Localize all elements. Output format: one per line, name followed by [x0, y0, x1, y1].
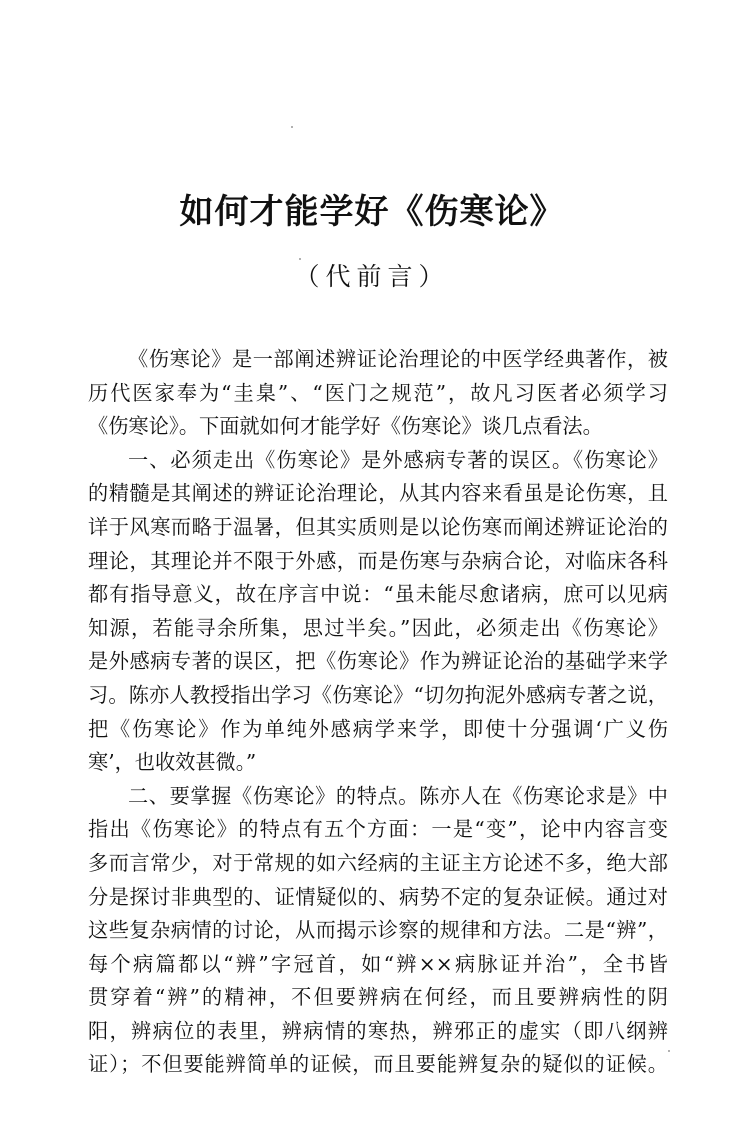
text-line: 历代医家奉为“圭臬”、“医门之规范”，故凡习医者必须学习: [88, 380, 668, 405]
scan-speck: [299, 258, 301, 260]
text-line: 这些复杂病情的讨论，从而揭示诊察的规律和方法。二是“辨”，: [88, 918, 668, 943]
text-line: 二、要掌握《伤寒论》的特点。陈亦人在《伤寒论求是》中: [128, 783, 668, 808]
text-line: 每个病篇都以“辨”字冠首，如“辨××病脉证并治”，全书皆: [88, 951, 668, 976]
text-line: 理论，其理论并不限于外感，而是伤寒与杂病合论，对临床各科: [88, 548, 668, 573]
text-line: 《伤寒论》是一部阐述辨证论治理论的中医学经典著作，被: [128, 347, 668, 371]
page-title: 如何才能学好《伤寒论》: [179, 192, 565, 232]
text-line: 指出《伤寒论》的特点有五个方面：一是“变”，论中内容言变: [88, 817, 668, 842]
scan-speck: [668, 1050, 670, 1052]
text-line: 详于风寒而略于温暑，但其实质则是以论伤寒而阐述辨证论治的: [88, 514, 668, 539]
text-line: 多而言常少，对于常规的如六经病的主证主方论述不多，绝大部: [88, 850, 668, 875]
text-line: 阳，辨病位的表里，辨病情的寒热，辨邪正的虚实（即八纲辨: [88, 1018, 668, 1043]
text-line: 分是探讨非典型的、证情疑似的、病势不定的复杂证候。通过对: [88, 884, 668, 909]
text-line: 把《伤寒论》作为单纯外感病学来学，即使十分强调‘广义伤: [88, 716, 668, 741]
text-line: 贯穿着“辨”的精神，不但要辨病在何经，而且要辨病性的阴: [88, 985, 668, 1010]
text-line: 习。陈亦人教授指出学习《伤寒论》“切勿拘泥外感病专著之说，: [88, 682, 668, 707]
text-line: 是外感病专著的误区，把《伤寒论》作为辨证论治的基础学来学: [88, 649, 668, 674]
text-line: 证）；不但要能辨简单的证候，而且要能辨复杂的疑似的证候。: [88, 1052, 668, 1077]
text-line: 的精髓是其阐述的辨证论治理论，从其内容来看虽是论伤寒，且: [88, 481, 668, 506]
body-text: [88, 343, 668, 1082]
scan-speck: [291, 126, 293, 128]
text-line: 知源，若能寻余所集，思过半矣。”因此，必须走出《伤寒论》: [88, 615, 668, 640]
text-line: 《伤寒论》。下面就如何才能学好《伤寒论》谈几点看法。: [88, 414, 603, 439]
text-line: 寒’，也收效甚微。”: [88, 750, 257, 775]
page-subtitle: （代前言）: [294, 262, 450, 291]
text-line: 都有指导意义，故在序言中说：“虽未能尽愈诸病，庶可以见病: [88, 582, 668, 607]
text-line: 一、必须走出《伤寒论》是外感病专著的误区。《伤寒论》: [128, 447, 668, 472]
